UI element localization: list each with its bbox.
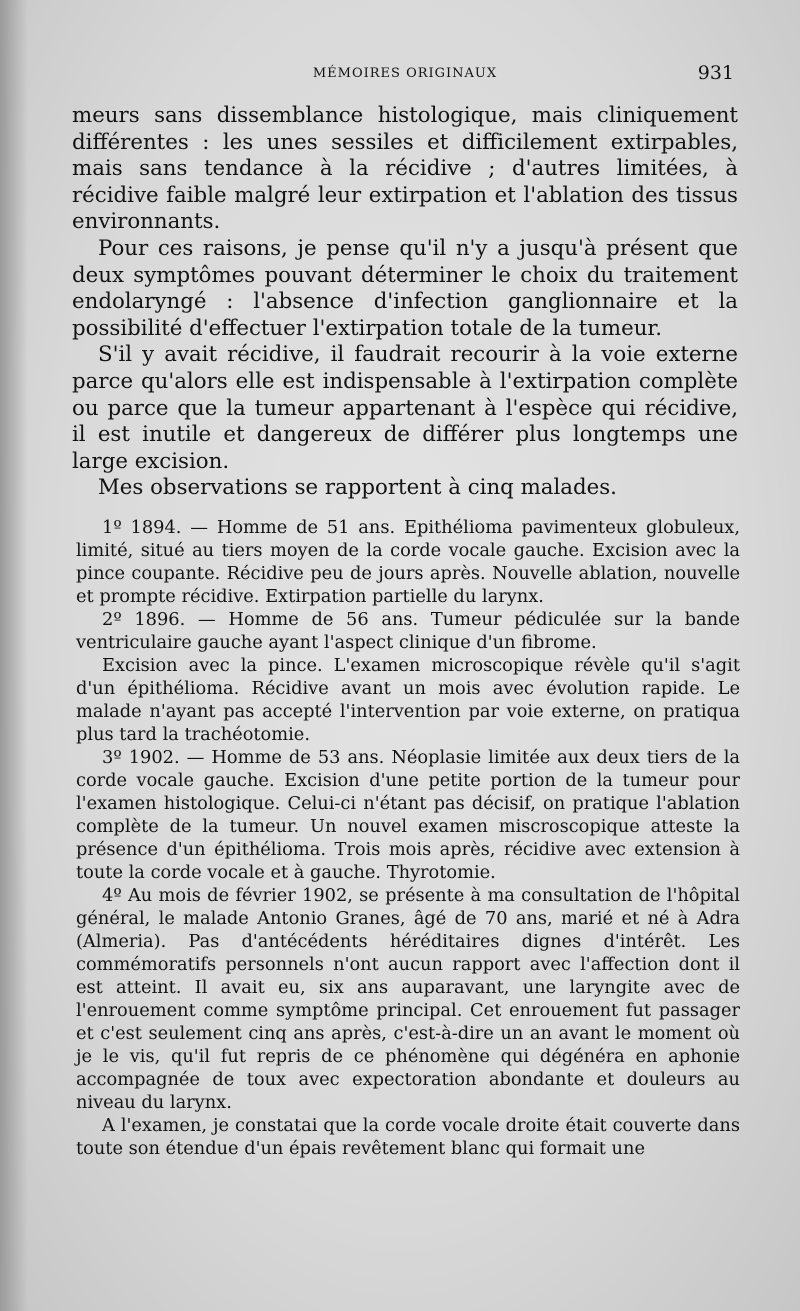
paragraph: S'il y avait récidive, il faudrait recourir à la voie externe parce qu'alors elle est indispensable à l'extirpation complète ou parce que la tumeur appartenant à l'espèce qui récidive, il est inutile et dangereux de différer plus longtemps une large excision. bbox=[72, 342, 738, 474]
paragraph: Mes observations se rapportent à cinq malades. bbox=[98, 475, 617, 501]
main-text bbox=[72, 103, 738, 502]
running-head: MÉMOIRES ORIGINAUX bbox=[312, 66, 498, 81]
page-number: 931 bbox=[697, 62, 734, 84]
observations-section bbox=[76, 516, 740, 1160]
page-header bbox=[72, 62, 738, 86]
paragraph: Pour ces raisons, je pense qu'il n'y a jusqu'à présent que deux symptômes pouvant déterminer le choix du traitement endolaryngé : l'absence d'infection ganglionnaire et la possibilité d'effectuer l'extirpation totale de la tumeur. bbox=[72, 235, 738, 341]
observation-paragraph: Excision avec la pince. L'examen microscopique révèle qu'il s'agit d'un épithélioma. Récidive avant un mois avec évolution rapide. Le malade n'ayant pas accepté l'intervention par voie externe, on pratiqua plus tard la trachéotomie. bbox=[76, 655, 740, 745]
observation-paragraph: 1º 1894. — Homme de 51 ans. Epithélioma pavimenteux globuleux, limité, situé au tiers moyen de la corde vocale gauche. Excision avec la pince coupante. Récidive peu de jours après. Nouvelle ablation, nouvelle et prompte récidive. Extirpation partielle du larynx. bbox=[76, 517, 740, 607]
observation-paragraph: 2º 1896. — Homme de 56 ans. Tumeur pédiculée sur la bande ventriculaire gauche ayant l'aspect clinique d'un fibrome. bbox=[76, 609, 740, 653]
observation-paragraph: A l'examen, je constatai que la corde vocale droite était couverte dans toute son étendue d'un épais revêtement blanc qui formait une bbox=[76, 1115, 740, 1159]
paragraph: meurs sans dissemblance histologique, mais cliniquement différentes : les unes sessiles et difficilement extirpables, mais sans tendance à la récidive ; d'autres limitées, à récidive faible malgré leur extirpation et l'ablation des tissus environnants. bbox=[72, 103, 738, 235]
observation-paragraph: 3º 1902. — Homme de 53 ans. Néoplasie limitée aux deux tiers de la corde vocale gauche. Excision d'une petite portion de la tumeur pour l'examen histologique. Celui-ci n'étant pas décisif, on pratique l'ablation complète de la tumeur. Un nouvel examen miscroscopique atteste la présence d'un épithélioma. Trois mois après, récidive avec extension à toute la corde vocale et à gauche. Thyrotomie. bbox=[76, 747, 740, 883]
observation-paragraph: 4º Au mois de février 1902, se présente à ma consultation de l'hôpital général, le malade Antonio Granes, âgé de 70 ans, marié et né à Adra (Almeria). Pas d'antécédents héréditaires dignes d'intérêt. Les commémoratifs personnels n'ont aucun rapport avec l'affection dont il est atteint. Il avait eu, six ans auparavant, une laryngite avec de l'enrouement comme symptôme principal. Cet enrouement fut passager et c'est seulement cinq ans après, c'est-à-dire un an avant le moment où je le vis, qu'il fut repris de ce phénomène qui dégénéra en aphonie accompagnée de toux avec expectoration abondante et douleurs au niveau du larynx. bbox=[76, 885, 740, 1113]
